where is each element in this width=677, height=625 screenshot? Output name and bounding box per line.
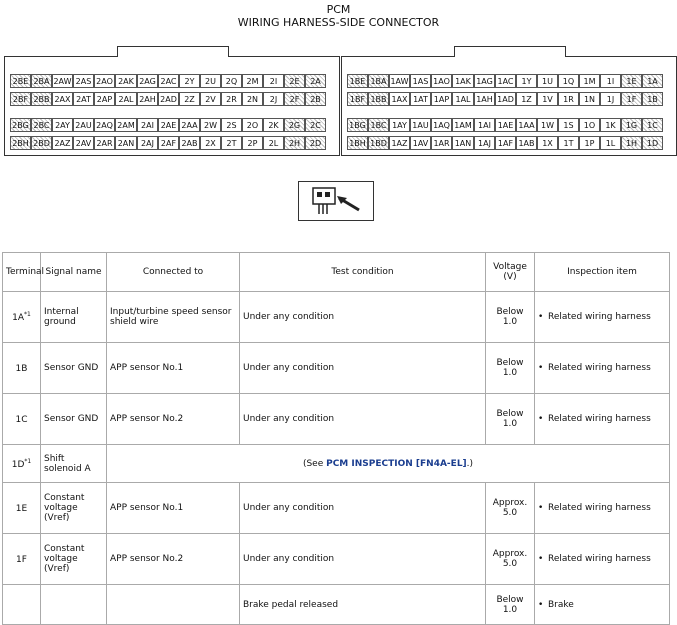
table-row <box>3 585 670 625</box>
connector-right-pin: 1U <box>537 74 558 88</box>
connector-left-pin: 2T <box>221 136 242 150</box>
signal-cell: Constant voltage (Vref) <box>41 483 107 534</box>
connector-right-pin: 1AQ <box>431 118 452 132</box>
connector-left-pin: 2D <box>305 136 326 150</box>
connector-right-pin: 1AO <box>431 74 452 88</box>
connector-left-pin: 2AO <box>94 74 115 88</box>
terminal-cell: 1C <box>3 394 41 445</box>
voltage-cell: Below 1.0 <box>486 585 535 625</box>
connector-right-pin: 1BC <box>368 118 389 132</box>
condition-cell: Under any condition <box>240 394 486 445</box>
connector-view-icon <box>298 181 374 221</box>
connector-left-pin: 2BC <box>31 118 52 132</box>
connector-right-pin: 1AD <box>495 92 516 106</box>
connector-left-pin: 2AU <box>73 118 94 132</box>
voltage-cell: Below 1.0 <box>486 343 535 394</box>
table-row <box>3 394 670 445</box>
connector-left-pin: 2K <box>263 118 284 132</box>
inspection-item: • Related wiring harness <box>538 363 666 373</box>
connector-left-pin: 2AA <box>179 118 200 132</box>
signal-cell: Sensor GND <box>41 394 107 445</box>
connected-cell: Input/turbine speed sensor shield wire <box>107 292 240 343</box>
connector-left <box>4 56 340 156</box>
connector-left-pin: 2P <box>242 136 263 150</box>
table-header-row <box>3 253 670 292</box>
terminal-cell: 1B <box>3 343 41 394</box>
connector-right-pin: 1AP <box>431 92 452 106</box>
connector-right-pin: 1K <box>600 118 621 132</box>
table-row <box>3 343 670 394</box>
condition-cell: Under any condition <box>240 534 486 585</box>
connector-left-pin: 2V <box>200 92 221 106</box>
connector-left-pin: 2AL <box>115 92 137 106</box>
connector-left-pin: 2H <box>284 136 305 150</box>
connector-left-pin: 2AT <box>73 92 94 106</box>
connector-right-pin: 1J <box>600 92 621 106</box>
connector-left-pin: 2Z <box>179 92 200 106</box>
header-test-condition: Test condition <box>240 253 486 292</box>
header-inspection-item: Inspection item <box>535 253 670 292</box>
condition-cell: Brake pedal released <box>240 585 486 625</box>
connector-left-pin: 2BB <box>31 92 52 106</box>
connector-left-pin: 2AS <box>73 74 94 88</box>
connector-right-pin: 1AI <box>474 118 495 132</box>
connector-left-pin: 2AC <box>158 74 179 88</box>
connector-right-pin: 1BA <box>368 74 389 88</box>
connector-right-pin: 1Q <box>558 74 579 88</box>
connected-cell: APP sensor No.1 <box>107 343 240 394</box>
connector-left-pin: 2L <box>263 136 284 150</box>
connector-left-pin: 2E <box>284 74 305 88</box>
connector-right-pin: 1BG <box>347 118 368 132</box>
connector-right-pin: 1AZ <box>389 136 410 150</box>
connected-cell <box>107 585 240 625</box>
connector-left-pin: 2F <box>284 92 305 106</box>
connector-right-pin: 1BF <box>347 92 368 106</box>
connector-left-pin: 2AN <box>115 136 137 150</box>
connector-right-pin: 1AE <box>495 118 516 132</box>
connector-right-pin: 1P <box>579 136 600 150</box>
pcm-inspection-link[interactable]: PCM INSPECTION [FN4A-EL] <box>326 458 467 469</box>
connector-right-pin: 1D <box>642 136 663 150</box>
connector-right-pin: 1L <box>600 136 621 150</box>
connected-cell: APP sensor No.2 <box>107 394 240 445</box>
connector-right-pin: 1BE <box>347 74 368 88</box>
connector-left-pin: 2AH <box>137 92 158 106</box>
terminal-cell: 1F <box>3 534 41 585</box>
header-signal-name: Signal name <box>41 253 107 292</box>
connector-right-pin: 1AY <box>389 118 410 132</box>
connector-left-pin: 2S <box>221 118 242 132</box>
connector-right-pin: 1B <box>642 92 663 106</box>
header-voltage: Voltage (V) <box>486 253 535 292</box>
connector-left-pin: 2BF <box>10 92 31 106</box>
table-row <box>3 534 670 585</box>
terminal-cell <box>3 585 41 625</box>
inspection-cell <box>535 394 670 445</box>
connector-left-pin: 2BE <box>10 74 31 88</box>
connector-right-pin: 1AN <box>452 136 474 150</box>
inspection-item: • Related wiring harness <box>538 554 666 564</box>
connector-left-pin: 2AY <box>52 118 73 132</box>
inspection-item: • Related wiring harness <box>538 503 666 513</box>
connector-left-pin: 2C <box>305 118 326 132</box>
inspection-item: • Related wiring harness <box>538 312 666 322</box>
connector-right-pin: 1AX <box>389 92 410 106</box>
connector-right-pin: 1S <box>558 118 579 132</box>
voltage-cell: Approx. 5.0 <box>486 483 535 534</box>
condition-cell: Under any condition <box>240 483 486 534</box>
connector-right-pin: 1AM <box>452 118 474 132</box>
connector-left-pin: 2I <box>263 74 284 88</box>
connector-left-pin: 2A <box>305 74 326 88</box>
connector-left-pin: 2AB <box>179 136 200 150</box>
connector-left-pin: 2AD <box>158 92 179 106</box>
connector-left-pin: 2O <box>242 118 263 132</box>
connector-right-pin: 1G <box>621 118 642 132</box>
connector-right-pin: 1AU <box>410 118 431 132</box>
header-terminal: Terminal <box>3 253 41 292</box>
table-row <box>3 292 670 343</box>
connector-right-pin: 1AC <box>495 74 516 88</box>
connector-left-pin: 2AM <box>115 118 137 132</box>
inspection-item: • Related wiring harness <box>538 414 666 424</box>
connector-left-pin: 2J <box>263 92 284 106</box>
connector-left-pin: 2BH <box>10 136 31 150</box>
signal-cell: Constant voltage (Vref) <box>41 534 107 585</box>
connector-left-pin: 2AW <box>52 74 73 88</box>
connector-left-pin: 2X <box>200 136 221 150</box>
connector-left-pin: 2BD <box>31 136 52 150</box>
connector-left-pin: 2AF <box>158 136 179 150</box>
see-reference-cell: (See PCM INSPECTION [FN4A-EL].) <box>107 445 670 483</box>
connector-left-pin: 2AI <box>137 118 158 132</box>
connector-left-pin: 2AR <box>94 136 115 150</box>
connector-right-pin: 1AK <box>452 74 474 88</box>
voltage-cell: Approx. 5.0 <box>486 534 535 585</box>
diagram-subtitle: WIRING HARNESS-SIDE CONNECTOR <box>237 16 440 29</box>
connector-right-pin: 1AB <box>516 136 537 150</box>
connector-right-pin: 1AL <box>452 92 474 106</box>
connector-left-pin: 2AJ <box>137 136 158 150</box>
connector-right-pin: 1N <box>579 92 600 106</box>
terminal-cell: 1E <box>3 483 41 534</box>
connector-right-pin: 1AA <box>516 118 537 132</box>
inspection-cell <box>535 534 670 585</box>
connector-right-pin: 1R <box>558 92 579 106</box>
connector-right-pin: 1W <box>537 118 558 132</box>
connector-left-pin: 2W <box>200 118 221 132</box>
voltage-cell: Below 1.0 <box>486 292 535 343</box>
connector-right-pin: 1X <box>537 136 558 150</box>
connector-right-pin: 1AR <box>431 136 452 150</box>
condition-cell: Under any condition <box>240 292 486 343</box>
connector-left-pin: 2AX <box>52 92 73 106</box>
connector-left-pin: 2AQ <box>94 118 115 132</box>
connector-left-pin: 2AV <box>73 136 94 150</box>
signal-cell: Shift solenoid A <box>41 445 107 483</box>
diagram-title: PCM <box>326 3 351 16</box>
connector-right-pin: 1BH <box>347 136 368 150</box>
connector-right-pin: 1AH <box>474 92 495 106</box>
connector-right-pin: 1AW <box>389 74 410 88</box>
inspection-cell <box>535 343 670 394</box>
connector-right-pin: 1AS <box>410 74 431 88</box>
connector-right <box>341 56 677 156</box>
terminal-table-container <box>2 252 669 625</box>
connector-left-pin: 2Q <box>221 74 242 88</box>
connector-right-pin: 1BB <box>368 92 389 106</box>
terminal-table <box>2 252 670 625</box>
inspection-cell <box>535 483 670 534</box>
connector-left-pin: 2AP <box>94 92 115 106</box>
table-row <box>3 483 670 534</box>
connector-left-pin: 2AZ <box>52 136 73 150</box>
inspection-cell <box>535 292 670 343</box>
connector-right-pin: 1F <box>621 92 642 106</box>
signal-cell <box>41 585 107 625</box>
connector-right-pin: 1C <box>642 118 663 132</box>
signal-cell: Internal ground <box>41 292 107 343</box>
connector-right-pin: 1BD <box>368 136 389 150</box>
terminal-cell: $1D^{*1}$ <box>3 445 41 483</box>
connector-right-pin: 1Z <box>516 92 537 106</box>
connector-left-pin: 2AE <box>158 118 179 132</box>
connector-right-pin: 1Y <box>516 74 537 88</box>
connector-right-pin: 1A <box>642 74 663 88</box>
inspection-item: • Brake <box>538 600 666 610</box>
inspection-cell <box>535 585 670 625</box>
connector-right-pin: 1O <box>579 118 600 132</box>
connector-right-pin: 1AV <box>410 136 431 150</box>
connector-left-pin: 2G <box>284 118 305 132</box>
connector-right-pin: 1AF <box>495 136 516 150</box>
connector-right-pin: 1H <box>621 136 642 150</box>
voltage-cell: Below 1.0 <box>486 394 535 445</box>
connector-left-pin: 2BG <box>10 118 31 132</box>
connector-left-pin: 2BA <box>31 74 52 88</box>
connector-right-pin: 1AJ <box>474 136 495 150</box>
connector-left-pin: 2U <box>200 74 221 88</box>
table-row <box>3 445 670 483</box>
connector-left-pin: 2Y <box>179 74 200 88</box>
connector-right-pin: 1AT <box>410 92 431 106</box>
connector-right-pin: 1E <box>621 74 642 88</box>
connector-left-pin: 2AK <box>115 74 137 88</box>
connector-left-pin: 2R <box>221 92 242 106</box>
connector-right-pin: 1V <box>537 92 558 106</box>
connector-left-pin: 2B <box>305 92 326 106</box>
signal-cell: Sensor GND <box>41 343 107 394</box>
connector-right-pin: 1I <box>600 74 621 88</box>
diagram-title-block <box>0 3 677 29</box>
connector-left-pin: 2N <box>242 92 263 106</box>
header-connected-to: Connected to <box>107 253 240 292</box>
connector-right-pin: 1M <box>579 74 600 88</box>
connector-left-pin: 2AG <box>137 74 158 88</box>
connector-right-pin: 1T <box>558 136 579 150</box>
connector-left-pin: 2M <box>242 74 263 88</box>
connector-right-pin: 1AG <box>474 74 495 88</box>
connected-cell: APP sensor No.1 <box>107 483 240 534</box>
terminal-cell: $1A^{*1}$ <box>3 292 41 343</box>
condition-cell: Under any condition <box>240 343 486 394</box>
connected-cell: APP sensor No.2 <box>107 534 240 585</box>
